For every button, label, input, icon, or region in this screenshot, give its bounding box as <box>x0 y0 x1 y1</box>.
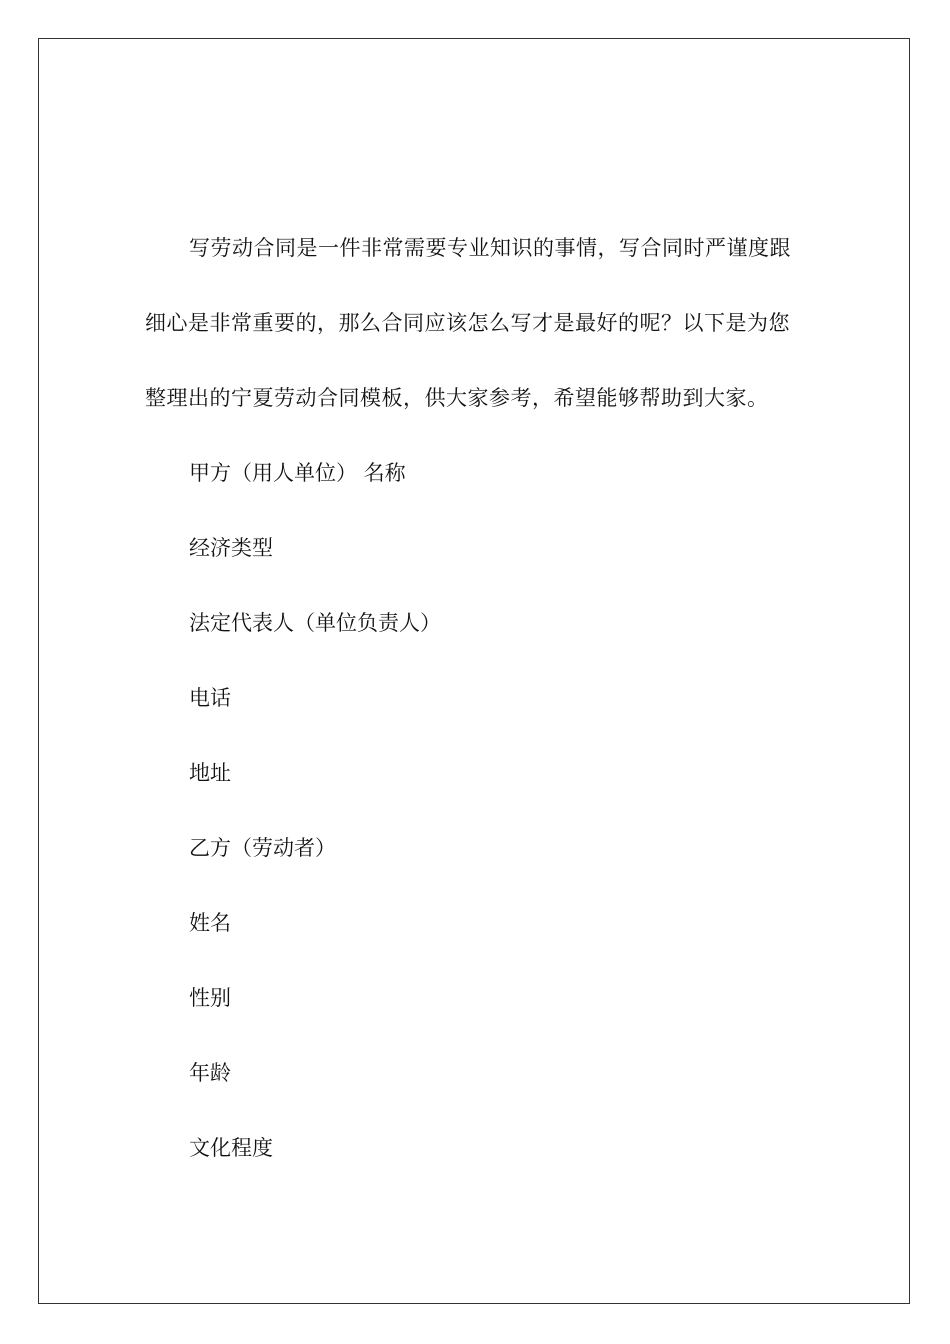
field-party-b: 乙方（劳动者） <box>189 836 336 860</box>
field-address: 地址 <box>189 761 231 785</box>
field-education: 文化程度 <box>189 1136 273 1160</box>
field-gender: 性别 <box>189 986 231 1010</box>
intro-paragraph: 写劳动合同是一件非常需要专业知识的事情，写合同时严谨度跟细心是非常重要的，那么合同应该怎么写才是最好的呢？以下是为您整理出的宁夏劳动合同模板，供大家参考，希望能够帮助到大家。 <box>145 236 791 410</box>
field-phone: 电话 <box>189 686 231 710</box>
document-page <box>38 38 910 1304</box>
field-name: 姓名 <box>189 911 231 935</box>
field-economic-type: 经济类型 <box>189 536 273 560</box>
document-body <box>145 211 805 1186</box>
field-party-a-name: 甲方（用人单位） 名称 <box>189 461 406 485</box>
field-age: 年龄 <box>189 1061 231 1085</box>
field-legal-representative: 法定代表人（单位负责人） <box>189 611 441 635</box>
